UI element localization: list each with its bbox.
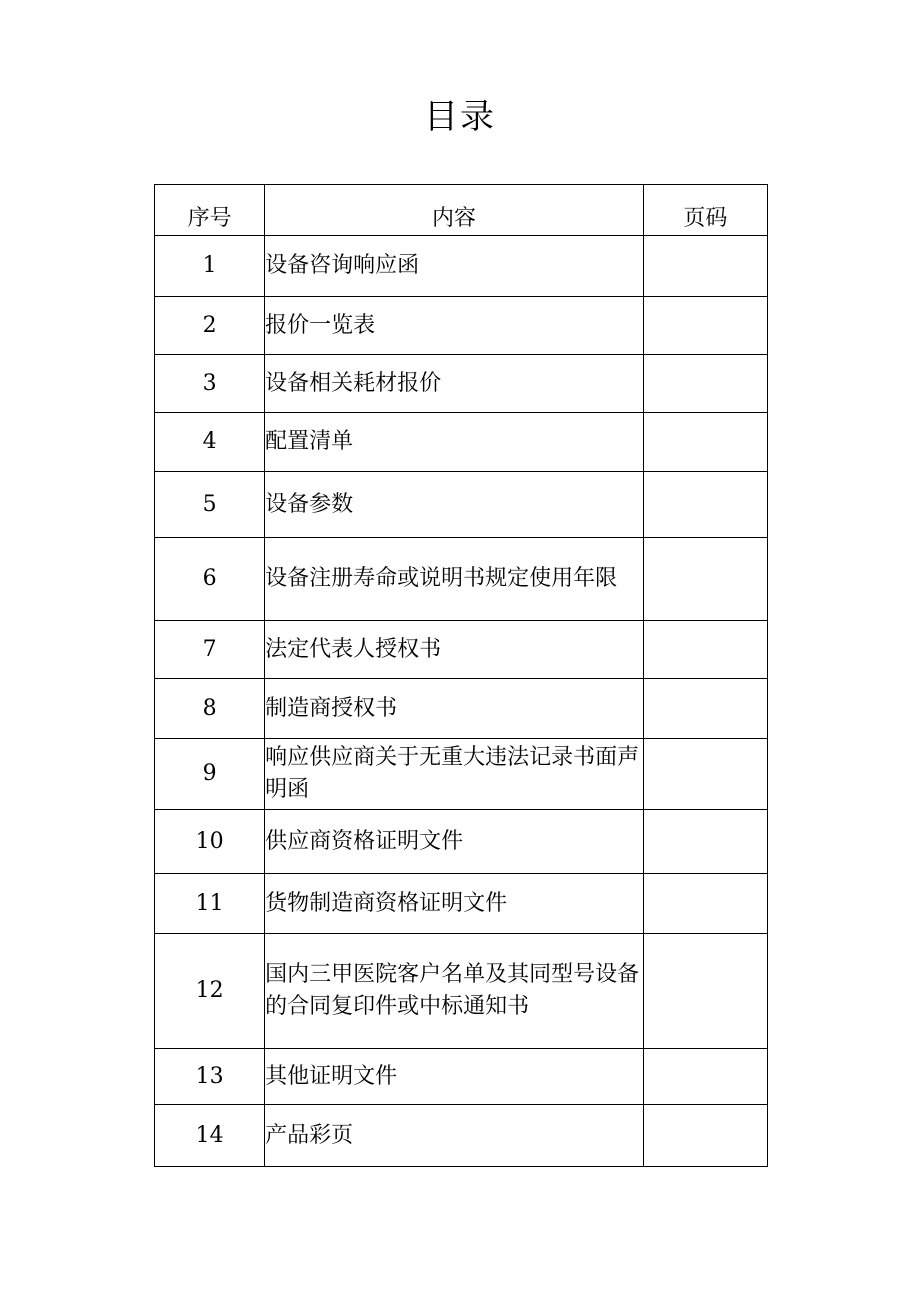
row-page — [643, 874, 767, 934]
row-content: 设备相关耗材报价 — [265, 355, 644, 413]
table-row — [155, 538, 768, 621]
row-content: 设备参数 — [265, 472, 644, 538]
row-num: 5 — [155, 472, 265, 538]
table-row — [155, 355, 768, 413]
row-content: 国内三甲医院客户名单及其同型号设备的合同复印件或中标通知书 — [265, 934, 644, 1049]
row-num: 14 — [155, 1105, 265, 1167]
table-row — [155, 236, 768, 297]
row-num: 8 — [155, 679, 265, 739]
table-row — [155, 739, 768, 810]
row-content: 设备注册寿命或说明书规定使用年限 — [265, 538, 644, 621]
row-page — [643, 413, 767, 472]
header-content: 内容 — [265, 185, 644, 236]
row-content: 设备咨询响应函 — [265, 236, 644, 297]
table-row — [155, 413, 768, 472]
row-content: 报价一览表 — [265, 297, 644, 355]
row-num: 9 — [155, 739, 265, 810]
table-header-row — [155, 185, 768, 236]
row-page — [643, 810, 767, 874]
row-num: 6 — [155, 538, 265, 621]
row-content: 产品彩页 — [265, 1105, 644, 1167]
row-num: 11 — [155, 874, 265, 934]
header-num: 序号 — [155, 185, 265, 236]
row-content: 其他证明文件 — [265, 1049, 644, 1105]
table-row — [155, 934, 768, 1049]
row-page — [643, 679, 767, 739]
toc-table — [154, 184, 768, 1167]
row-content: 法定代表人授权书 — [265, 621, 644, 679]
row-content: 货物制造商资格证明文件 — [265, 874, 644, 934]
table-row — [155, 874, 768, 934]
row-num: 7 — [155, 621, 265, 679]
row-num: 12 — [155, 934, 265, 1049]
row-num: 2 — [155, 297, 265, 355]
row-page — [643, 472, 767, 538]
header-page: 页码 — [643, 185, 767, 236]
page-title: 目录 — [424, 97, 496, 137]
table-row — [155, 1105, 768, 1167]
row-num: 13 — [155, 1049, 265, 1105]
row-num: 4 — [155, 413, 265, 472]
row-page — [643, 538, 767, 621]
row-page — [643, 1105, 767, 1167]
row-num: 1 — [155, 236, 265, 297]
row-page — [643, 739, 767, 810]
row-page — [643, 1049, 767, 1105]
row-num: 10 — [155, 810, 265, 874]
row-page — [643, 236, 767, 297]
row-page — [643, 934, 767, 1049]
table-row — [155, 1049, 768, 1105]
table-row — [155, 679, 768, 739]
table-row — [155, 297, 768, 355]
row-page — [643, 355, 767, 413]
row-num: 3 — [155, 355, 265, 413]
table-row — [155, 472, 768, 538]
table-row — [155, 810, 768, 874]
row-page — [643, 621, 767, 679]
row-page — [643, 297, 767, 355]
row-content: 响应供应商关于无重大违法记录书面声明函 — [265, 739, 644, 810]
row-content: 配置清单 — [265, 413, 644, 472]
row-content: 供应商资格证明文件 — [265, 810, 644, 874]
table-row — [155, 621, 768, 679]
row-content: 制造商授权书 — [265, 679, 644, 739]
